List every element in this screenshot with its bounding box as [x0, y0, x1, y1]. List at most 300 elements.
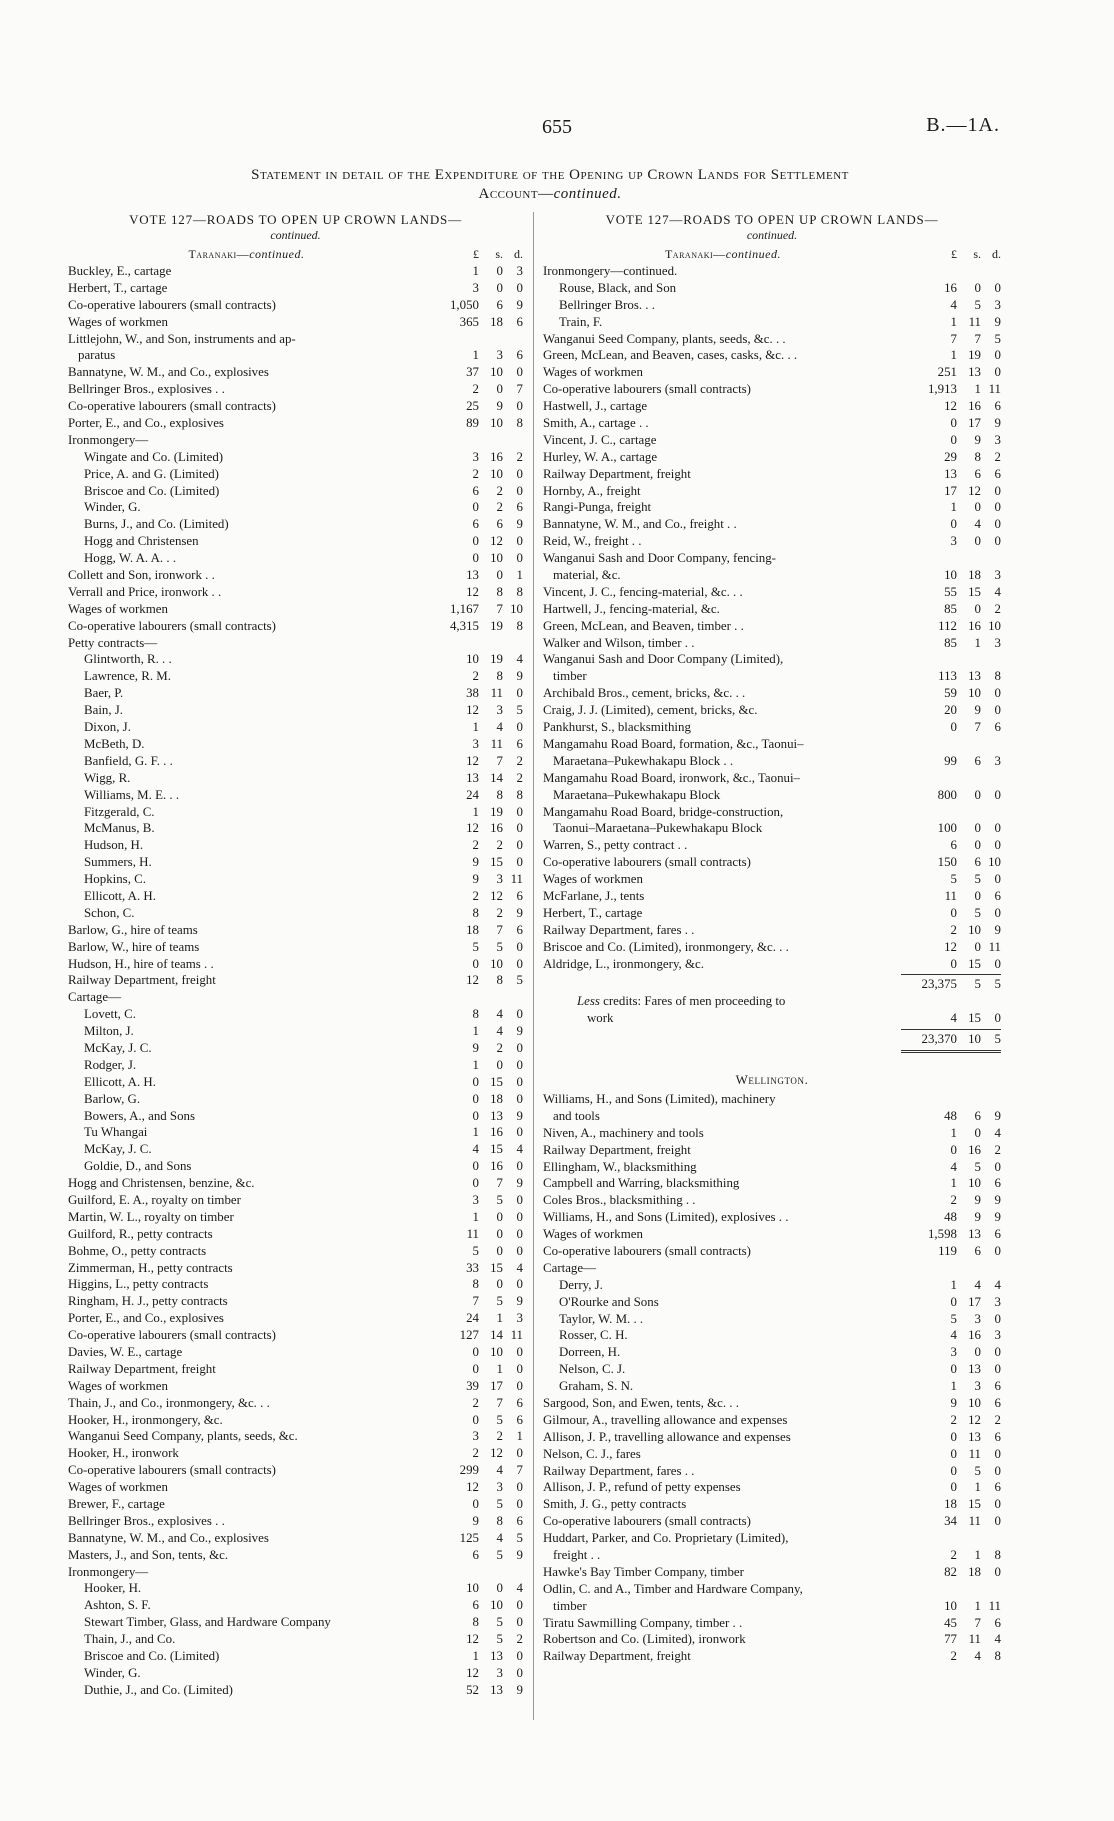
entry-description: Bain, J.	[84, 703, 124, 718]
amount-shillings: 6	[974, 855, 981, 870]
amount-pounds: 11	[466, 1226, 479, 1241]
amount-shillings: 11	[968, 1514, 981, 1529]
left-vote-title: VOTE 127—ROADS TO OPEN UP CROWN LANDS—	[129, 212, 462, 227]
amount-pounds: 8	[472, 1007, 479, 1022]
amount-shillings: 10	[968, 1176, 981, 1191]
entry-description: timber	[553, 1598, 587, 1613]
amount-shillings: 4	[496, 1530, 503, 1545]
entry-description: Green, McLean, and Beaven, timber . .	[543, 618, 744, 633]
amount-pence: 9	[516, 1682, 523, 1697]
entry-description: Smith, A., cartage . .	[543, 416, 649, 431]
amount-pence	[981, 804, 1001, 821]
amount-shillings: 11	[490, 686, 503, 701]
amount-shillings: 15	[490, 855, 503, 870]
entry-amount	[913, 888, 1001, 905]
amount-pence: 0	[994, 1362, 1001, 1377]
amount-shillings	[479, 432, 503, 449]
entry-amount	[435, 1682, 523, 1699]
entry-description: O'Rourke and Sons	[559, 1294, 659, 1309]
ledger-row	[68, 1462, 523, 1479]
amount-shillings: 0	[974, 500, 981, 515]
amount-shillings: 10	[490, 551, 503, 566]
amount-pence: 0	[516, 1497, 523, 1512]
ledger-row	[68, 1428, 523, 1445]
amount-shillings: 5	[496, 1615, 503, 1630]
ledger-row	[543, 1277, 1001, 1294]
ledger-row	[68, 1395, 523, 1412]
entry-amount	[913, 533, 1001, 550]
entry-amount	[913, 618, 1001, 635]
entry-amount	[913, 466, 1001, 483]
entry-amount	[435, 1158, 523, 1175]
entry-description: Wages of workmen	[543, 365, 643, 380]
entry-description: Milton, J.	[84, 1024, 134, 1039]
ledger-row	[68, 331, 523, 348]
amount-pounds: 0	[472, 1345, 479, 1359]
amount-pounds	[435, 331, 479, 348]
amount-pounds: 2	[472, 888, 479, 903]
entry-description: Winder, G.	[84, 1665, 141, 1680]
right-column	[543, 212, 1001, 1665]
entry-description: Porter, E., and Co., explosives	[68, 1311, 224, 1326]
amount-pence: 9	[994, 1108, 1001, 1123]
entry-description: Bannatyne, W. M., and Co., explosives	[68, 1530, 269, 1545]
amount-pence: 0	[516, 1480, 523, 1495]
amount-pence: 6	[994, 1429, 1001, 1444]
amount-pence: 4	[516, 652, 523, 667]
amount-pence: 0	[516, 1277, 523, 1292]
entry-description: Ironmongery—	[68, 1564, 149, 1579]
entry-description: Railway Department, freight	[68, 973, 216, 988]
ledger-row	[543, 1243, 1001, 1260]
ledger-row	[543, 516, 1001, 533]
amount-pounds: 2	[472, 1395, 479, 1410]
amount-pence: 10	[988, 618, 1001, 633]
entry-description: Wages of workmen	[543, 1227, 643, 1242]
left-vote-continued: continued.	[270, 228, 321, 242]
amount-pence	[981, 651, 1001, 668]
amount-pence: 2	[516, 753, 523, 768]
ledger-row	[68, 1445, 523, 1462]
entry-amount	[435, 550, 523, 567]
entry-amount	[913, 331, 1001, 348]
entry-description: Guilford, E. A., royalty on timber	[68, 1192, 241, 1207]
amount-pence: 9	[516, 1547, 523, 1562]
amount-shillings: 8	[496, 787, 503, 802]
entry-description: Co-operative labourers (small contracts)	[543, 855, 751, 870]
amount-pounds: 18	[466, 922, 479, 937]
amount-pence: 0	[994, 872, 1001, 887]
ledger-row	[68, 1158, 523, 1175]
entry-description: Herbert, T., cartage	[543, 905, 643, 920]
amount-pounds	[913, 736, 957, 753]
amount-pounds: 33	[466, 1260, 479, 1275]
entry-amount	[913, 263, 1001, 280]
entry-description: Co-operative labourers (small contracts)	[68, 1463, 276, 1478]
entry-amount	[435, 1276, 523, 1293]
ledger-row	[68, 618, 523, 635]
entry-amount	[913, 601, 1001, 618]
amount-shillings: 5	[974, 872, 981, 887]
left-column	[68, 212, 523, 1699]
amount-shillings: 19	[968, 348, 981, 363]
amount-shillings: 0	[496, 1209, 503, 1224]
amount-shillings: 11	[490, 736, 503, 751]
less-credits-row-2: work 4 15 0	[587, 1011, 1001, 1026]
amount-shillings: 0	[496, 1057, 503, 1072]
amount-pence: 4	[516, 1260, 523, 1275]
amount-shillings: 6	[496, 297, 503, 312]
amount-pounds: 2	[950, 1548, 957, 1563]
amount-shillings: 0	[496, 1277, 503, 1292]
amount-pence: 0	[994, 838, 1001, 853]
entry-description: Wanganui Sash and Door Company (Limited),	[543, 652, 784, 667]
title-line-2	[80, 185, 1020, 204]
entry-description: Co-operative labourers (small contracts)	[68, 1328, 276, 1343]
amount-shillings: 4	[974, 1649, 981, 1664]
amount-shillings: 9	[974, 432, 981, 447]
amount-shillings: 10	[490, 956, 503, 971]
left-region-name: Taranaki—continued.	[188, 247, 305, 261]
entry-amount	[435, 280, 523, 297]
ledger-row	[543, 1547, 1001, 1564]
ledger-row	[543, 1598, 1001, 1615]
ledger-row	[68, 753, 523, 770]
entry-description: Lawrence, R. M.	[84, 669, 171, 684]
amount-pounds: 2	[472, 838, 479, 853]
amount-pounds: 0	[472, 1497, 479, 1512]
ledger-row	[543, 736, 1001, 753]
amount-pounds: 17	[944, 483, 957, 498]
amount-shillings: 7	[974, 720, 981, 735]
entry-description: Barlow, G.	[84, 1091, 141, 1106]
ledger-row	[543, 1091, 1001, 1108]
ledger-row	[543, 1615, 1001, 1632]
total-row: 23,370 10 5	[921, 1032, 1001, 1047]
amount-pounds: 3	[472, 280, 479, 295]
title-account: Account—	[478, 186, 554, 202]
entry-description: Hogg and Christensen, benzine, &c.	[68, 1176, 255, 1191]
entry-amount	[435, 1074, 523, 1091]
total-double-rule	[901, 1050, 1001, 1053]
entry-amount	[913, 1311, 1001, 1328]
ledger-row	[543, 1361, 1001, 1378]
entry-amount	[435, 1648, 523, 1665]
amount-pence: 0	[994, 365, 1001, 380]
amount-pounds: 34	[944, 1514, 957, 1529]
amount-shillings: 9	[974, 703, 981, 718]
amount-pounds: 85	[944, 601, 957, 616]
amount-pounds: 1	[950, 1125, 957, 1140]
amount-pence: 0	[516, 1209, 523, 1224]
ledger-row	[543, 347, 1001, 364]
amount-shillings: 4	[974, 517, 981, 532]
amount-shillings: 4	[496, 1463, 503, 1478]
amount-shillings: 0	[974, 888, 981, 903]
amount-pence	[981, 1581, 1001, 1598]
amount-shillings: 10	[490, 416, 503, 431]
entry-amount	[435, 1243, 523, 1260]
entry-amount	[435, 1428, 523, 1445]
amount-pence: 7	[516, 382, 523, 397]
amount-pounds: 16	[944, 280, 957, 295]
amount-shillings: 0	[974, 838, 981, 853]
entry-amount	[913, 736, 1001, 753]
amount-shillings: 4	[496, 1024, 503, 1039]
amount-shillings: 0	[974, 534, 981, 549]
entry-description: Summers, H.	[84, 855, 152, 870]
amount-pounds: 6	[950, 838, 957, 853]
amount-pounds: 12	[466, 753, 479, 768]
amount-shillings: 10	[490, 365, 503, 380]
entry-description: Thain, J., and Co., ironmongery, &c. . .	[68, 1395, 270, 1410]
amount-pounds: 1	[950, 500, 957, 515]
amount-shillings: 0	[974, 787, 981, 802]
amount-pounds: 8	[472, 1277, 479, 1292]
amount-pounds: 1,913	[927, 382, 957, 397]
entry-amount	[913, 1513, 1001, 1530]
ledger-row	[543, 1125, 1001, 1142]
amount-shillings	[957, 1260, 981, 1277]
amount-pence: 2	[994, 1412, 1001, 1427]
entry-description: Maraetana–Pukewhakapu Block	[553, 787, 721, 802]
entry-amount	[435, 1564, 523, 1581]
entry-amount	[435, 922, 523, 939]
amount-pence: 3	[516, 1311, 523, 1326]
amount-shillings	[957, 736, 981, 753]
amount-shillings: 16	[490, 1159, 503, 1174]
amount-shillings: 15	[490, 1142, 503, 1157]
entry-amount	[913, 1615, 1001, 1632]
amount-shillings: 19	[490, 804, 503, 819]
entry-amount	[435, 956, 523, 973]
amount-pence: 6	[516, 1513, 523, 1528]
entry-description: Railway Department, fares . .	[543, 922, 695, 937]
entry-amount	[913, 1496, 1001, 1513]
amount-pounds: 3	[472, 1192, 479, 1207]
entry-description: Hooker, H., ironmongery, &c.	[68, 1412, 223, 1427]
entry-amount	[913, 770, 1001, 787]
entry-description: Zimmerman, H., petty contracts	[68, 1260, 233, 1275]
amount-shillings: 3	[496, 1480, 503, 1495]
amount-pounds: 9	[472, 855, 479, 870]
entry-description: Mangamahu Road Board, formation, &c., Taonui–	[543, 736, 804, 751]
entry-description: Wigg, R.	[84, 770, 131, 785]
entry-amount	[913, 1192, 1001, 1209]
amount-pence: 0	[994, 703, 1001, 718]
entry-amount	[435, 854, 523, 871]
entry-description: Walker and Wilson, timber . .	[543, 635, 695, 650]
amount-pounds: 4,315	[449, 618, 479, 633]
amount-pounds: 99	[944, 753, 957, 768]
entry-amount	[435, 1378, 523, 1395]
amount-shillings: 13	[490, 1108, 503, 1123]
amount-pence: 9	[994, 416, 1001, 431]
ledger-row	[68, 1682, 523, 1699]
entry-description: Price, A. and G. (Limited)	[84, 466, 219, 481]
entry-amount	[913, 1429, 1001, 1446]
amount-pounds: 1	[472, 1024, 479, 1039]
entry-description: Aldridge, L., ironmongery, &c.	[543, 956, 704, 971]
amount-shillings: 4	[496, 720, 503, 735]
entry-description: Glintworth, R. . .	[84, 652, 172, 667]
ledger-row	[543, 280, 1001, 297]
amount-pounds: 0	[950, 1463, 957, 1478]
ledger-row	[543, 820, 1001, 837]
amount-pounds: 0	[950, 517, 957, 532]
entry-description: Williams, H., and Sons (Limited), machinery	[543, 1091, 776, 1106]
entry-amount	[913, 415, 1001, 432]
ledger-row	[68, 1260, 523, 1277]
ledger-row	[543, 483, 1001, 500]
amount-pounds: 1	[950, 1379, 957, 1394]
amount-pence: 1	[516, 1429, 523, 1444]
ledger-row	[543, 331, 1001, 348]
entry-amount	[913, 651, 1001, 668]
ledger-row	[68, 550, 523, 567]
ledger-row	[68, 466, 523, 483]
ledger-row	[543, 1327, 1001, 1344]
amount-shillings: 1	[496, 1311, 503, 1326]
entry-description: Schon, C.	[84, 905, 135, 920]
entry-description: Hudson, H.	[84, 838, 144, 853]
amount-shillings: 13	[968, 669, 981, 684]
amount-pence: 6	[994, 1615, 1001, 1630]
entry-amount	[435, 905, 523, 922]
ledger-row	[543, 685, 1001, 702]
amount-pounds: 0	[950, 416, 957, 431]
amount-shillings: 17	[490, 1378, 503, 1393]
entry-description: Wanganui Seed Company, plants, seeds, &c.	[68, 1429, 298, 1444]
entry-description: Bowers, A., and Sons	[84, 1108, 196, 1123]
amount-shillings: 8	[974, 449, 981, 464]
entry-description: Railway Department, freight	[68, 1361, 216, 1376]
amount-pence: 3	[994, 635, 1001, 650]
entry-amount	[435, 1580, 523, 1597]
entry-description: Allison, J. P., travelling allowance and expenses	[543, 1429, 791, 1444]
entry-amount	[913, 635, 1001, 652]
ledger-row	[543, 499, 1001, 516]
ledger-row	[68, 398, 523, 415]
amount-pence: 0	[994, 1243, 1001, 1258]
entry-amount	[435, 972, 523, 989]
amount-shillings: 17	[968, 416, 981, 431]
entry-description: Green, McLean, and Beaven, cases, casks, &c. . .	[543, 348, 798, 363]
entry-amount	[913, 1479, 1001, 1496]
amount-shillings: 10	[490, 1598, 503, 1613]
ledger-row	[543, 922, 1001, 939]
entry-amount	[435, 483, 523, 500]
amount-pounds: 251	[937, 365, 957, 380]
amount-pence: 0	[994, 905, 1001, 920]
entry-amount	[913, 702, 1001, 719]
entry-description: Cartage—	[543, 1260, 596, 1275]
entry-description: Dixon, J.	[84, 720, 131, 735]
amount-shillings: 1	[974, 382, 981, 397]
ledger-row	[543, 1344, 1001, 1361]
amount-pence: 6	[516, 1395, 523, 1410]
amount-pounds: 100	[937, 821, 957, 836]
amount-pence: 10	[510, 601, 523, 616]
amount-pence: 0	[994, 821, 1001, 836]
ledger-row	[68, 499, 523, 516]
amount-pounds: 1	[950, 1176, 957, 1191]
amount-pounds: 12	[944, 939, 957, 954]
amount-pence	[981, 1530, 1001, 1547]
entry-amount	[435, 263, 523, 280]
amount-pounds: 1	[472, 1057, 479, 1072]
amount-pence: 0	[516, 1615, 523, 1630]
amount-shillings: 5	[974, 1463, 981, 1478]
entry-description: Wages of workmen	[68, 1480, 168, 1495]
ledger-row	[68, 1648, 523, 1665]
title-line-1: Statement in detail of the Expenditure of the Opening up Crown Lands for Settlement	[251, 167, 849, 183]
amount-pounds: 10	[944, 1598, 957, 1613]
ledger-row	[68, 1665, 523, 1682]
entry-amount	[435, 1175, 523, 1192]
entry-amount	[435, 989, 523, 1006]
amount-shillings: 1	[974, 635, 981, 650]
amount-pounds: 4	[950, 1159, 957, 1174]
entry-amount	[913, 1209, 1001, 1226]
entry-amount	[435, 584, 523, 601]
amount-pence: 7	[516, 1463, 523, 1478]
amount-pounds: 0	[950, 1362, 957, 1377]
amount-pounds: 1,598	[927, 1227, 957, 1242]
amount-shillings: 7	[496, 601, 503, 616]
entry-amount	[913, 1412, 1001, 1429]
ledger-row	[68, 280, 523, 297]
entry-amount	[913, 347, 1001, 364]
entry-amount	[913, 1631, 1001, 1648]
amount-pence: 0	[994, 1463, 1001, 1478]
ledger-row	[543, 702, 1001, 719]
ledger-row	[68, 668, 523, 685]
ledger-row	[68, 567, 523, 584]
amount-pence: 0	[516, 1665, 523, 1680]
amount-pounds: 39	[466, 1378, 479, 1393]
entry-description: Wages of workmen	[68, 1378, 168, 1393]
ledger-row	[68, 1074, 523, 1091]
amount-shillings: 5	[496, 1547, 503, 1562]
ledger-row	[543, 415, 1001, 432]
entry-amount	[435, 1108, 523, 1125]
amount-pence: 8	[994, 1649, 1001, 1664]
entry-amount	[913, 939, 1001, 956]
entry-amount	[435, 331, 523, 348]
ledger-row	[543, 1496, 1001, 1513]
entry-description: Tu Whangai	[84, 1125, 148, 1140]
amount-pounds: 6	[472, 517, 479, 532]
entry-amount	[435, 804, 523, 821]
amount-pounds: 2	[472, 466, 479, 481]
entry-amount	[435, 668, 523, 685]
entry-amount	[435, 1462, 523, 1479]
ledger-row	[543, 1530, 1001, 1547]
amount-pounds: 12	[466, 1632, 479, 1647]
amount-pence: 1	[516, 568, 523, 583]
entry-amount	[435, 753, 523, 770]
amount-pounds: 20	[944, 703, 957, 718]
ledger-row	[543, 398, 1001, 415]
amount-pence: 9	[994, 1210, 1001, 1225]
amount-shillings: 15	[968, 1497, 981, 1512]
ledger-row	[68, 1108, 523, 1125]
amount-pence: 2	[516, 449, 523, 464]
entry-description: Bellringer Bros. . .	[559, 297, 655, 312]
entry-amount	[435, 1530, 523, 1547]
entry-amount	[913, 1108, 1001, 1125]
